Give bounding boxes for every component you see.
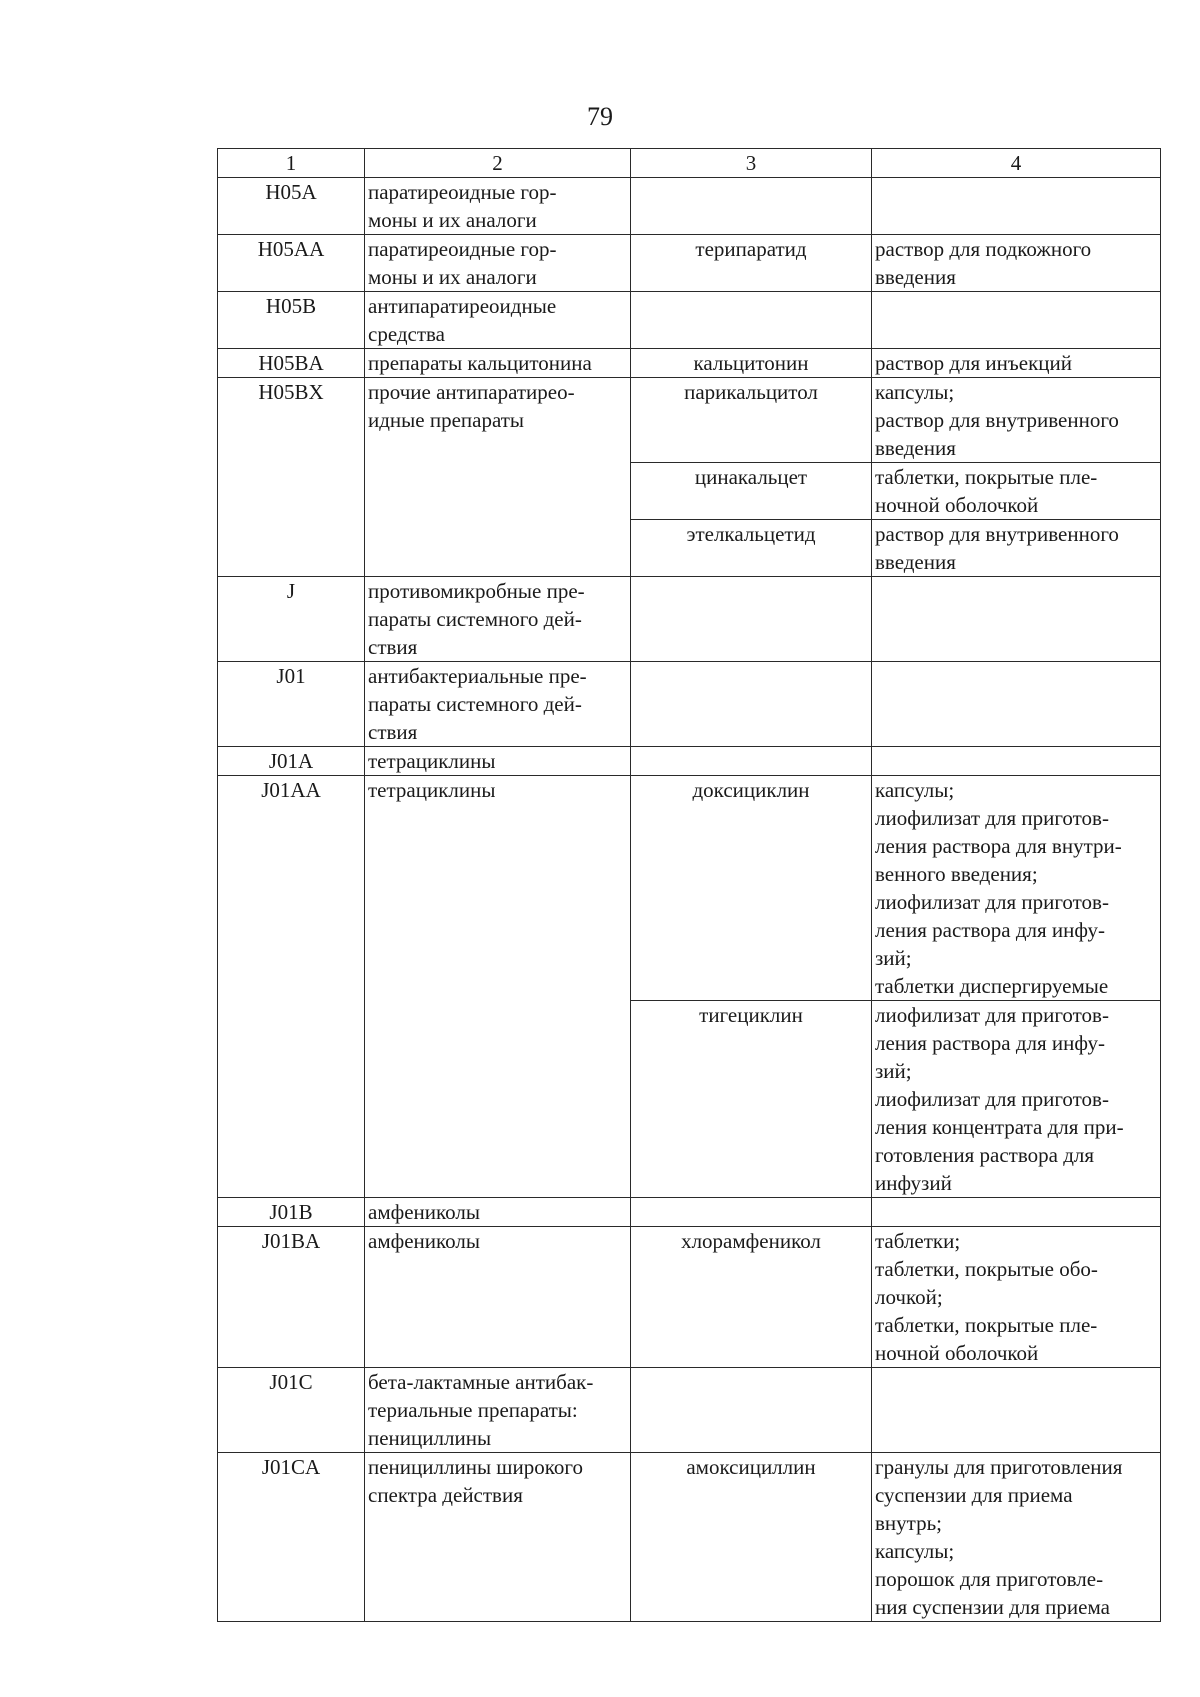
atc-code-cell: H05A: [218, 178, 365, 235]
dosage-form-cell: [872, 662, 1161, 747]
table-row: [218, 776, 1161, 1001]
table-row: [218, 378, 1161, 463]
dosage-form-cell: раствор для подкожного введения: [872, 235, 1161, 292]
table-row: [218, 662, 1161, 747]
table-row: [218, 1368, 1161, 1453]
dosage-form-cell: [872, 1368, 1161, 1453]
dosage-form-cell: [872, 747, 1161, 776]
drug-inn-cell: [631, 292, 872, 349]
dosage-form-cell: [872, 1198, 1161, 1227]
drug-inn-cell: [631, 178, 872, 235]
atc-code-cell: H05B: [218, 292, 365, 349]
drug-inn-cell: тигециклин: [631, 1001, 872, 1198]
column-header: 3: [631, 149, 872, 178]
group-name-cell: тетрациклины: [365, 747, 631, 776]
drug-inn-cell: хлорамфеникол: [631, 1227, 872, 1368]
dosage-form-cell: раствор для инъекций: [872, 349, 1161, 378]
table-row: [218, 235, 1161, 292]
table-row: [218, 747, 1161, 776]
group-name-cell: пенициллины широкого спектра действия: [365, 1453, 631, 1622]
atc-code-cell: J01: [218, 662, 365, 747]
column-header: 4: [872, 149, 1161, 178]
dosage-form-cell: гранулы для приготовления суспензии для приема внутрь; капсулы; порошок для приготовле- ния суспензии для приема: [872, 1453, 1161, 1622]
table-row: [218, 577, 1161, 662]
drug-inn-cell: цинакальцет: [631, 463, 872, 520]
atc-code-cell: J01CA: [218, 1453, 365, 1622]
drug-inn-cell: амоксициллин: [631, 1453, 872, 1622]
dosage-form-cell: [872, 292, 1161, 349]
drug-inn-cell: доксициклин: [631, 776, 872, 1001]
atc-code-cell: H05BA: [218, 349, 365, 378]
group-name-cell: прочие антипаратирео- идные препараты: [365, 378, 631, 577]
atc-code-cell: J01B: [218, 1198, 365, 1227]
group-name-cell: амфениколы: [365, 1198, 631, 1227]
table-body: [218, 149, 1161, 1622]
drug-inn-cell: парикальцитол: [631, 378, 872, 463]
drug-inn-cell: кальцитонин: [631, 349, 872, 378]
atc-code-cell: J01AA: [218, 776, 365, 1198]
column-header: 2: [365, 149, 631, 178]
drug-inn-cell: [631, 747, 872, 776]
table-row: [218, 292, 1161, 349]
dosage-form-cell: [872, 178, 1161, 235]
atc-code-cell: J01C: [218, 1368, 365, 1453]
group-name-cell: амфениколы: [365, 1227, 631, 1368]
group-name-cell: тетрациклины: [365, 776, 631, 1198]
table-row: [218, 1453, 1161, 1622]
dosage-form-cell: таблетки, покрытые пле- ночной оболочкой: [872, 463, 1161, 520]
dosage-form-cell: таблетки; таблетки, покрытые обо- лочкой; таблетки, покрытые пле- ночной оболочкой: [872, 1227, 1161, 1368]
dosage-form-cell: капсулы; лиофилизат для приготов- ления раствора для внутри- венного введения; лиофилизат для приготов- ления раствора для инфу- зий; таблетки диспергируемые: [872, 776, 1161, 1001]
table-row: [218, 1227, 1161, 1368]
group-name-cell: паратиреоидные гор- моны и их аналоги: [365, 178, 631, 235]
drug-inn-cell: [631, 662, 872, 747]
group-name-cell: антибактериальные пре- параты системного дей- ствия: [365, 662, 631, 747]
atc-code-cell: J01A: [218, 747, 365, 776]
page-number: 79: [587, 102, 613, 131]
drug-inn-cell: этелкальцетид: [631, 520, 872, 577]
table-row: [218, 1198, 1161, 1227]
atc-code-cell: H05AA: [218, 235, 365, 292]
group-name-cell: паратиреоидные гор- моны и их аналоги: [365, 235, 631, 292]
group-name-cell: антипаратиреоидные средства: [365, 292, 631, 349]
drug-inn-cell: [631, 1368, 872, 1453]
drug-inn-cell: терипаратид: [631, 235, 872, 292]
drug-inn-cell: [631, 577, 872, 662]
dosage-form-cell: капсулы; раствор для внутривенного введения: [872, 378, 1161, 463]
table-header-row: [218, 149, 1161, 178]
column-header: 1: [218, 149, 365, 178]
dosage-form-cell: лиофилизат для приготов- ления раствора для инфу- зий; лиофилизат для приготов- ления концентрата для при- готовления раствора для инфузий: [872, 1001, 1161, 1198]
atc-code-cell: J01BA: [218, 1227, 365, 1368]
atc-code-cell: H05BX: [218, 378, 365, 577]
drug-inn-cell: [631, 1198, 872, 1227]
atc-code-cell: J: [218, 577, 365, 662]
table-row: [218, 178, 1161, 235]
table-row: [218, 349, 1161, 378]
dosage-form-cell: раствор для внутривенного введения: [872, 520, 1161, 577]
dosage-form-cell: [872, 577, 1161, 662]
group-name-cell: бета-лактамные антибак- териальные препараты: пенициллины: [365, 1368, 631, 1453]
group-name-cell: препараты кальцитонина: [365, 349, 631, 378]
group-name-cell: противомикробные пре- параты системного дей- ствия: [365, 577, 631, 662]
drug-classification-table: [217, 148, 1161, 1622]
